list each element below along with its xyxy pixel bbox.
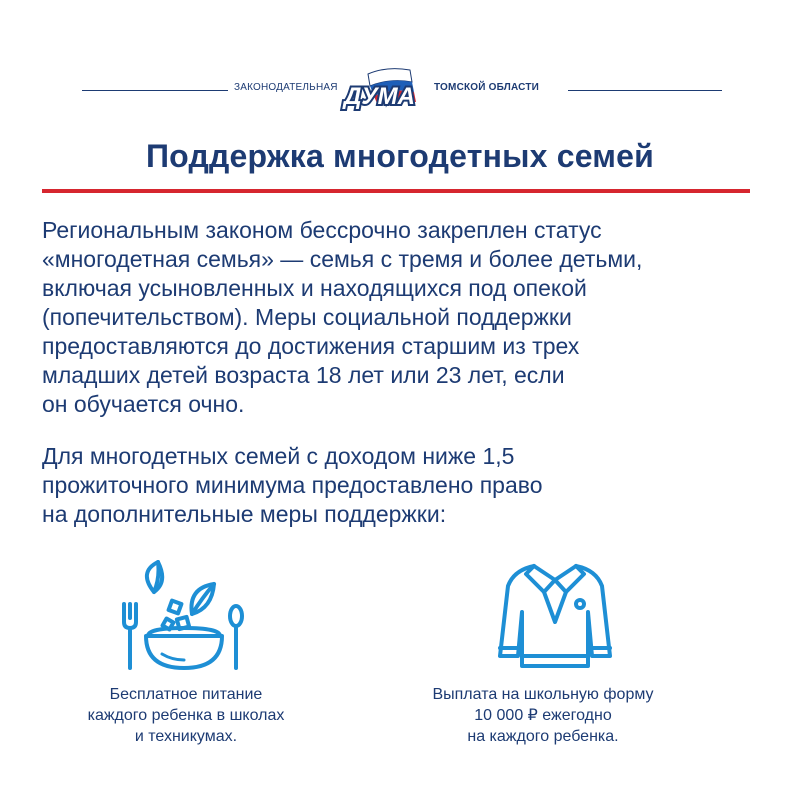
eligibility-paragraph — [42, 442, 762, 529]
caption-line: каждого ребенка в школах — [87, 707, 285, 724]
caption-line: Выплата на школьную форму — [432, 686, 654, 703]
para-line: Региональным законом бессрочно закреплен статус — [42, 217, 602, 243]
benefit-caption-food — [40, 684, 332, 747]
para-line: предоставляются до достижения старшим из трех — [42, 333, 580, 359]
logo-text: ДУМА — [344, 83, 415, 110]
header-right-text: ТОМСКОЙ ОБЛАСТИ — [434, 82, 540, 93]
para-line: (попечительством). Меры социальной поддержки — [42, 304, 572, 330]
caption-line: 10 000 ₽ ежегодно — [474, 707, 612, 724]
caption-line: на каждого ребенка. — [467, 728, 619, 745]
school-uniform-icon — [494, 560, 616, 672]
para-line: «многодетная семья» — семья с тремя и более детьми, — [42, 246, 643, 272]
para-line: включая усыновленных и находящихся под опекой — [42, 275, 587, 301]
intro-paragraph — [42, 216, 762, 419]
para-line: на дополнительные меры поддержки: — [42, 501, 447, 527]
header-rule-right — [568, 90, 722, 91]
header-rule-left — [82, 90, 228, 91]
header-left-text: ЗАКОНОДАТЕЛЬНАЯ — [234, 82, 338, 93]
header — [82, 64, 722, 114]
para-line: он обучается очно. — [42, 391, 245, 417]
caption-line: и техникумах. — [134, 728, 238, 745]
duma-logo — [338, 64, 434, 112]
caption-line: Бесплатное питание — [109, 686, 263, 703]
title-underline — [42, 189, 750, 193]
benefit-caption-uniform — [390, 684, 696, 747]
page-title: Поддержка многодетных семей — [145, 138, 655, 174]
food-bowl-icon — [118, 560, 248, 672]
para-line: младших детей возраста 18 лет или 23 лет, если — [42, 362, 565, 388]
para-line: прожиточного минимума предоставлено право — [42, 472, 543, 498]
para-line: Для многодетных семей с доходом ниже 1,5 — [42, 443, 515, 469]
